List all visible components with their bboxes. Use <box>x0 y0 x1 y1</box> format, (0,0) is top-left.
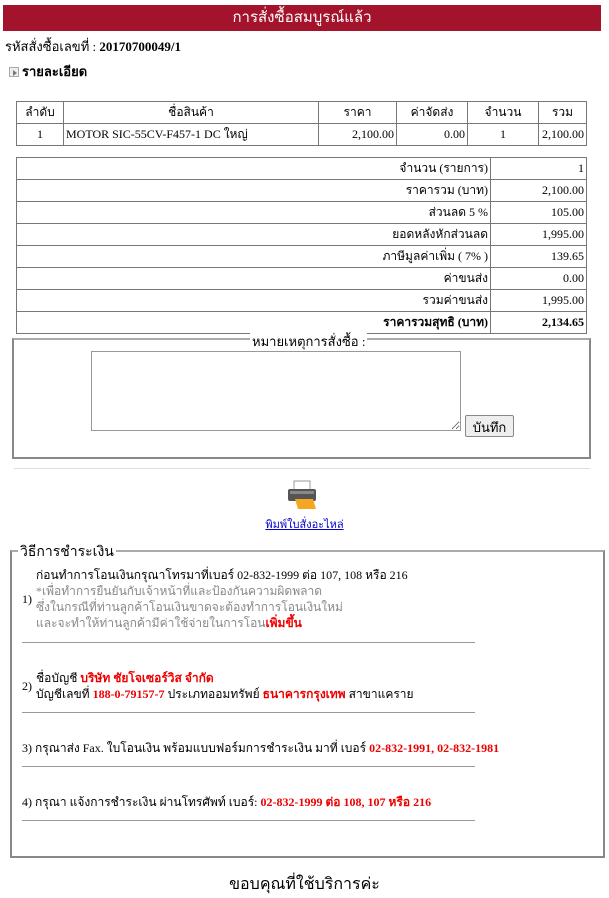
details-toggle[interactable] <box>9 61 87 82</box>
divider <box>22 766 475 767</box>
payment-step-1 <box>36 567 408 631</box>
fax-numbers: 02-832-1991, 02-832-1981 <box>369 741 500 755</box>
col-header: จำนวน <box>468 102 539 124</box>
payment-step-3 <box>22 740 499 756</box>
account-number: 188-0-79157-7 <box>92 687 165 701</box>
summary-row <box>17 180 587 202</box>
label: ภาษีมูลค่าเพิ่ม ( 7% ) <box>17 246 491 268</box>
table-row <box>17 124 587 146</box>
step-text: 4) กรุณา แจ้งการชำระเงิน ผ่านโทรศัพท์ เบอร์: <box>22 795 261 809</box>
step-number: 2) <box>22 679 32 693</box>
step-note: และจะทำให้ท่านลูกค้ามีค่าใช้จ่ายในการโอน <box>36 616 266 630</box>
print-order-link[interactable]: พิมพ์ใบสั่งอะไหล่ <box>265 519 344 531</box>
summary-row <box>17 290 587 312</box>
expand-arrow-icon <box>9 67 19 77</box>
note-legend: หมายเหตุการสั่งซื้อ : <box>250 331 367 352</box>
label: จำนวน (รายการ) <box>17 158 491 180</box>
value: 2,100.00 <box>491 180 587 202</box>
step-note: *เพื่อทำการยืนยันกับเจ้าหน้าที่และป้องกันความผิดพลาด <box>36 584 323 598</box>
payment-step-2 <box>36 670 414 702</box>
cell: MOTOR SIC-55CV-F457-1 DC ใหญ่ <box>64 124 319 146</box>
summary-table <box>16 157 587 334</box>
value: 0.00 <box>491 268 587 290</box>
items-table <box>16 101 587 146</box>
order-label: รหัสสั่งซื้อเลขที่ : <box>5 39 97 54</box>
divider <box>22 712 475 713</box>
step-note: ซึ่งในกรณีที่ท่านลูกค้าโอนเงินขาดจะต้องทำการโอนเงินใหม่ <box>36 600 343 614</box>
divider <box>14 468 590 469</box>
step-emphasis: เพิ่มขึ้น <box>265 616 302 630</box>
label: รวมค่าขนส่ง <box>17 290 491 312</box>
step-text: บัญชีเลขที่ <box>36 687 93 701</box>
divider <box>22 642 475 643</box>
divider <box>22 820 475 821</box>
value: 1 <box>491 158 587 180</box>
cell: 2,100.00 <box>539 124 587 146</box>
col-header: ค่าจัดส่ง <box>397 102 468 124</box>
phone-numbers: 02-832-1999 ต่อ 108, 107 หรือ 216 <box>260 795 432 809</box>
summary-row <box>17 246 587 268</box>
summary-row <box>17 202 587 224</box>
thanks-message: ขอบคุณที่ใช้บริการค่ะ <box>229 876 380 893</box>
account-name: บริษัท ชัยโจเซอร์วิส จำกัด <box>80 671 214 685</box>
order-number <box>5 36 181 57</box>
col-header: รวม <box>539 102 587 124</box>
step-text: ชื่อบัญชี <box>36 671 81 685</box>
save-button[interactable]: บันทึก <box>465 415 514 437</box>
label: ราคารวมสุทธิ (บาท) <box>17 312 491 334</box>
value: 1,995.00 <box>491 224 587 246</box>
order-value: 20170700049/1 <box>99 39 182 54</box>
label: ค่าขนส่ง <box>17 268 491 290</box>
cell: 0.00 <box>397 124 468 146</box>
table-header-row <box>17 102 587 124</box>
col-header: ชื่อสินค้า <box>64 102 319 124</box>
cell: 1 <box>468 124 539 146</box>
value: 2,134.65 <box>491 312 587 334</box>
note-textarea[interactable] <box>91 351 461 431</box>
value: 1,995.00 <box>491 290 587 312</box>
step-number: 1) <box>22 592 32 606</box>
details-label: รายละเอียด <box>22 64 88 79</box>
step-text: ประเภทออมทรัพย์ <box>164 687 263 701</box>
value: 105.00 <box>491 202 587 224</box>
value: 139.65 <box>491 246 587 268</box>
col-header: ลำดับ <box>17 102 64 124</box>
label: ส่วนลด 5 % <box>17 202 491 224</box>
summary-row <box>17 158 587 180</box>
step-text: 3) กรุณาส่ง Fax. ใบโอนเงิน พร้อมแบบฟอร์มการชำระเงิน มาที่ เบอร์ <box>22 741 370 755</box>
summary-row <box>17 268 587 290</box>
cell: 1 <box>17 124 64 146</box>
payment-step-4 <box>22 794 431 810</box>
step-text: สาขาแคราย <box>345 687 414 701</box>
col-header: ราคา <box>319 102 397 124</box>
summary-row <box>17 224 587 246</box>
label: ราคารวม (บาท) <box>17 180 491 202</box>
cell: 2,100.00 <box>319 124 397 146</box>
bank-name: ธนาคารกรุงเทพ <box>262 687 346 701</box>
printer-icon[interactable] <box>286 480 320 510</box>
step-text: ก่อนทำการโอนเงินกรุณาโทรมาที่เบอร์ 02-832-1999 ต่อ 107, 108 หรือ 216 <box>36 568 408 582</box>
page-header: การสั่งซื้อสมบูรณ์แล้ว <box>3 5 601 31</box>
payment-legend: วิธีการชำระเงิน <box>18 541 116 563</box>
label: ยอดหลังหักส่วนลด <box>17 224 491 246</box>
